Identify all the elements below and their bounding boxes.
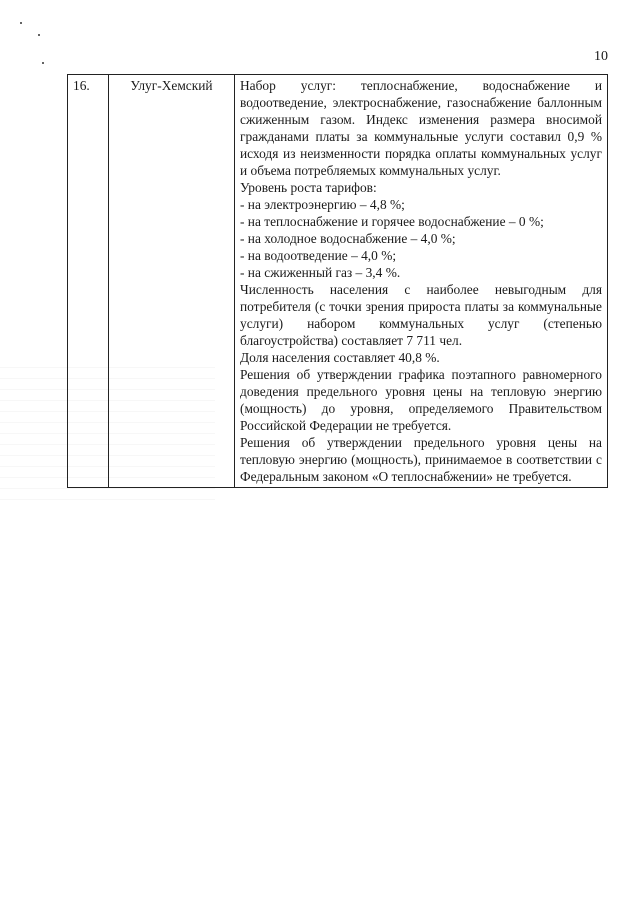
- scan-speck: [38, 34, 40, 36]
- scan-speck: [42, 62, 44, 64]
- tariff-item-cold-water: - на холодное водоснабжение – 4,0 %;: [240, 231, 456, 246]
- tariff-table: [67, 74, 608, 488]
- municipality-cell: Улуг-Хемский: [109, 75, 235, 488]
- tariff-item-heating: - на теплоснабжение и горячее водоснабжение – 0 %;: [240, 214, 544, 229]
- tariff-item-electricity: - на электроэнергию – 4,8 %;: [240, 197, 405, 212]
- table-row: [68, 75, 608, 488]
- row-number-cell: 16.: [68, 75, 109, 488]
- services-paragraph: Набор услуг: теплоснабжение, водоснабжение и водоотведение, электроснабжение, газоснабжение баллонным сжиженным газом. Индекс изменения размера вносимой гражданами платы за коммунальные услуги составил 0,9 % исходя из неизменности порядка оплаты коммунальных услуг и объема потребляемых коммунальных услуг.: [240, 78, 602, 178]
- schedule-decision-paragraph: Решения об утверждении графика поэтапного равномерного доведения предельного уровня цены на тепловую энергию (мощность) до уровня, определяемого Правительством Российской Федерации не требуется.: [240, 367, 602, 433]
- tariff-growth-heading: Уровень роста тарифов:: [240, 180, 377, 195]
- population-paragraph: Численность населения с наиболее невыгодным для потребителя (с точки зрения прироста платы за коммунальные услуги) набором коммунальных услуг (степенью благоустройства) составляет 7 711 чел.: [240, 282, 602, 348]
- description-cell: [235, 75, 608, 488]
- price-limit-decision-paragraph: Решения об утверждении предельного уровня цены на тепловую энергию (мощность), принимаемое в соответствии с Федеральным законом «О теплоснабжении» не требуется.: [240, 435, 602, 484]
- scan-speck: [20, 22, 22, 24]
- population-share-paragraph: Доля населения составляет 40,8 %.: [240, 350, 440, 365]
- tariff-item-sewage: - на водоотведение – 4,0 %;: [240, 248, 397, 263]
- page-number: 10: [594, 49, 608, 64]
- tariff-item-gas: - на сжиженный газ – 3,4 %.: [240, 265, 401, 280]
